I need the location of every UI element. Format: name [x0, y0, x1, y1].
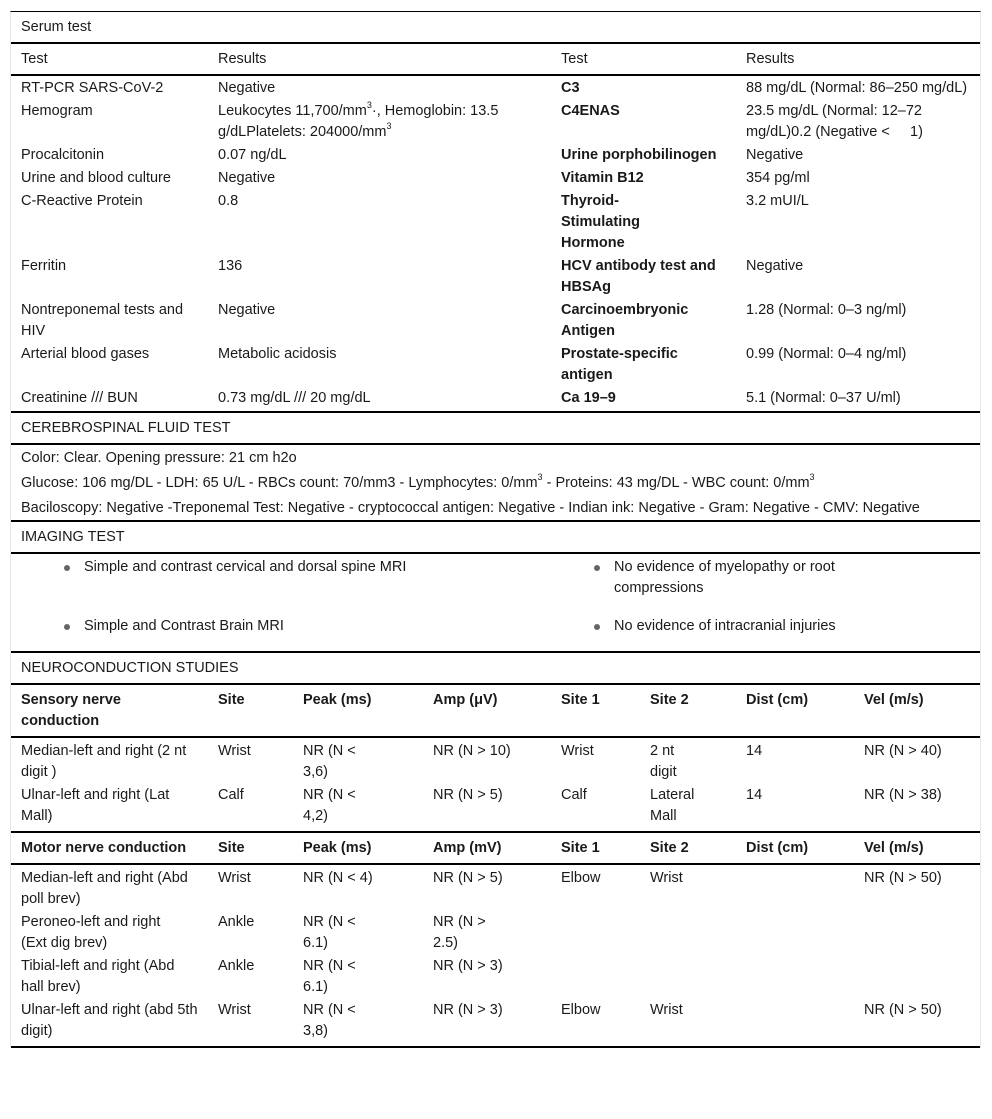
table-row	[11, 344, 980, 388]
serum-section-title: Serum test	[11, 12, 980, 44]
table-row	[11, 388, 980, 412]
column-header: Vel (m/s)	[864, 840, 924, 856]
table-row	[11, 191, 980, 256]
column-header: Amp (μV)	[433, 692, 498, 708]
result-text: Leukocytes 11,700/mm	[218, 103, 367, 119]
table-row	[11, 75, 980, 101]
neuroconduction-table	[11, 685, 980, 1048]
nerve-name: Ulnar-left and right (Lat Mall)	[21, 787, 170, 824]
serum-header-row	[11, 44, 980, 75]
test-result: 23.5 mg/dL (Normal: 12–72 mg/dL)0.2 (Negative < 1)	[746, 103, 927, 140]
test-result: Metabolic acidosis	[218, 346, 337, 362]
velocity: NR (N > 50)	[864, 870, 942, 886]
csf-line-microbiology: Baciloscopy: Negative -Treponemal Test: Negative - cryptococcal antigen: Negative - Indian ink: Negative - Gram: Negative - CMV: Negative	[21, 500, 920, 516]
site-1	[551, 956, 640, 1000]
site-1: Elbow	[561, 870, 601, 886]
test-name: C-Reactive Protein	[21, 193, 143, 209]
site: Wrist	[218, 743, 251, 759]
test-result: 136	[218, 258, 243, 274]
test-name: Thyroid-Stimulating Hormone	[561, 193, 640, 251]
peak: NR (N < 4,2)	[303, 787, 356, 824]
table-row	[11, 168, 980, 191]
imaging-finding-item: No evidence of myelopathy or root compressions	[594, 557, 914, 599]
amplitude: NR (N > 3)	[433, 958, 503, 974]
site: Calf	[218, 787, 244, 803]
nerve-name: Median-left and right (2 nt digit )	[21, 743, 187, 780]
test-name: Carcinoembryonic Antigen	[561, 302, 689, 339]
column-header: Peak (ms)	[303, 840, 372, 856]
distance	[736, 956, 854, 1000]
table-row	[11, 956, 980, 1000]
motor-header-row	[11, 832, 980, 864]
column-header: Site 1	[561, 692, 600, 708]
csf-text: Glucose: 106 mg/DL - LDH: 65 U/L - RBCs count: 70/mm3 - Lymphocytes: 0/mm	[21, 475, 538, 491]
test-name: Prostate-specific antigen	[561, 346, 678, 383]
distance	[736, 864, 854, 912]
column-header: Test	[561, 51, 588, 67]
test-result: 3.2 mUI/L	[746, 193, 809, 209]
site: Wrist	[218, 870, 251, 886]
test-result: Negative	[218, 302, 276, 318]
test-name: RT-PCR SARS-CoV-2	[21, 80, 164, 96]
distance	[736, 1000, 854, 1047]
amplitude: NR (N > 3)	[433, 1002, 503, 1018]
column-header: Sensory nerve conduction	[21, 692, 121, 729]
distance	[736, 912, 854, 956]
test-result: 354 pg/ml	[746, 170, 810, 186]
peak: NR (N < 6.1)	[303, 958, 356, 995]
site-2: 2 nt digit	[650, 743, 677, 780]
serum-table	[11, 44, 980, 413]
sensory-header-row	[11, 685, 980, 737]
test-result: 0.73 mg/dL /// 20 mg/dL	[218, 390, 371, 406]
test-name: Procalcitonin	[21, 147, 105, 163]
test-name: Hemogram	[21, 103, 93, 119]
site-1: Wrist	[561, 743, 594, 759]
table-row	[11, 864, 980, 912]
column-header: Amp (mV)	[433, 840, 502, 856]
csf-line-appearance: Color: Clear. Opening pressure: 21 cm h2o	[21, 450, 297, 466]
nerve-name: Median-left and right (Abd poll brev)	[21, 870, 188, 907]
table-row	[11, 256, 980, 300]
column-header: Results	[746, 51, 795, 67]
table-row	[11, 912, 980, 956]
csf-section-title: CEREBROSPINAL FLUID TEST	[11, 413, 980, 445]
column-header: Dist (cm)	[746, 840, 809, 856]
test-result: 5.1 (Normal: 0–37 U/ml)	[746, 390, 901, 406]
test-name: C4ENAS	[561, 103, 620, 119]
test-name: Arterial blood gases	[21, 346, 150, 362]
test-name: Ca 19–9	[561, 390, 616, 406]
test-result: Negative	[746, 258, 804, 274]
test-name: Nontreponemal tests and HIV	[21, 302, 184, 339]
imaging-section-title: IMAGING TEST	[11, 522, 980, 554]
site: Ankle	[218, 958, 255, 974]
csf-text: - Proteins: 43 mg/DL - WBC count: 0/mm	[542, 475, 810, 491]
site: Ankle	[218, 914, 255, 930]
table-row	[11, 1000, 980, 1047]
peak: NR (N < 3,8)	[303, 1002, 356, 1039]
test-name: Creatinine /// BUN	[21, 390, 138, 406]
test-result: 0.99 (Normal: 0–4 ng/ml)	[746, 346, 907, 362]
site-1: Calf	[561, 787, 587, 803]
column-header: Site 1	[561, 840, 600, 856]
column-header: Site 2	[650, 692, 689, 708]
distance: 14	[746, 743, 763, 759]
test-result: 0.07 ng/dL	[218, 147, 287, 163]
column-header: Test	[21, 51, 48, 67]
column-header: Vel (m/s)	[864, 692, 924, 708]
site-1: Elbow	[561, 1002, 601, 1018]
test-result	[208, 101, 551, 145]
imaging-test-item: Simple and contrast cervical and dorsal spine MRI	[64, 557, 564, 578]
test-result: 88 mg/dL (Normal: 86–250 mg/dL)	[746, 80, 968, 96]
site-2: Lateral Mall	[650, 787, 695, 824]
nerve-name: Peroneo-left and right (Ext dig brev)	[21, 914, 161, 951]
site-2	[640, 956, 736, 1000]
table-row	[11, 101, 980, 145]
amplitude: NR (N > 5)	[433, 870, 503, 886]
table-row	[11, 785, 980, 832]
peak: NR (N < 3,6)	[303, 743, 356, 780]
velocity: NR (N > 40)	[864, 743, 942, 759]
superscript: 3	[537, 472, 543, 483]
nerve-name: Tibial-left and right (Abd hall brev)	[21, 958, 175, 995]
test-result: Negative	[746, 147, 804, 163]
superscript: 3	[809, 472, 815, 483]
csf-results	[11, 445, 980, 522]
amplitude: NR (N > 2.5)	[433, 914, 486, 951]
table-row	[11, 300, 980, 344]
result-text: ·, Hemoglobin: 13.5 g/dLPlatelets: 204000/mm	[218, 103, 499, 140]
velocity: NR (N > 50)	[864, 1002, 942, 1018]
column-header: Motor nerve conduction	[21, 840, 187, 856]
site: Wrist	[218, 1002, 251, 1018]
site-2: Wrist	[650, 1002, 683, 1018]
column-header: Peak (ms)	[303, 692, 372, 708]
table-row	[11, 145, 980, 168]
test-result: Negative	[218, 80, 276, 96]
test-result: 1.28 (Normal: 0–3 ng/ml)	[746, 302, 907, 318]
imaging-results	[11, 554, 980, 653]
imaging-test-item: Simple and Contrast Brain MRI	[64, 616, 564, 637]
peak: NR (N < 6.1)	[303, 914, 356, 951]
test-name: Ferritin	[21, 258, 67, 274]
test-result: 0.8	[218, 193, 239, 209]
amplitude: NR (N > 10)	[433, 743, 511, 759]
site-2	[640, 912, 736, 956]
test-name: Vitamin B12	[561, 170, 644, 186]
test-name: Urine porphobilinogen	[561, 147, 717, 163]
test-name: HCV antibody test and HBSAg	[561, 258, 716, 295]
imaging-finding-item: No evidence of intracranial injuries	[594, 616, 914, 637]
neuro-section-title: NEUROCONDUCTION STUDIES	[11, 653, 980, 685]
column-header: Dist (cm)	[746, 692, 809, 708]
superscript: 3	[386, 121, 392, 132]
test-name: Urine and blood culture	[21, 170, 171, 186]
column-header: Site	[218, 692, 245, 708]
test-name: C3	[561, 80, 580, 96]
test-result: Negative	[218, 170, 276, 186]
csf-line-chemistry	[11, 471, 980, 496]
velocity	[854, 956, 980, 1000]
velocity	[854, 912, 980, 956]
column-header: Site	[218, 840, 245, 856]
superscript: 3	[366, 100, 372, 111]
amplitude: NR (N > 5)	[433, 787, 503, 803]
site-2: Wrist	[650, 870, 683, 886]
nerve-name: Ulnar-left and right (abd 5th digit)	[21, 1002, 198, 1039]
table-row	[11, 737, 980, 785]
column-header: Results	[218, 51, 267, 67]
lab-results-table	[10, 11, 981, 1048]
site-1	[551, 912, 640, 956]
velocity: NR (N > 38)	[864, 787, 942, 803]
peak: NR (N < 4)	[303, 870, 373, 886]
column-header: Site 2	[650, 840, 689, 856]
distance: 14	[746, 787, 763, 803]
